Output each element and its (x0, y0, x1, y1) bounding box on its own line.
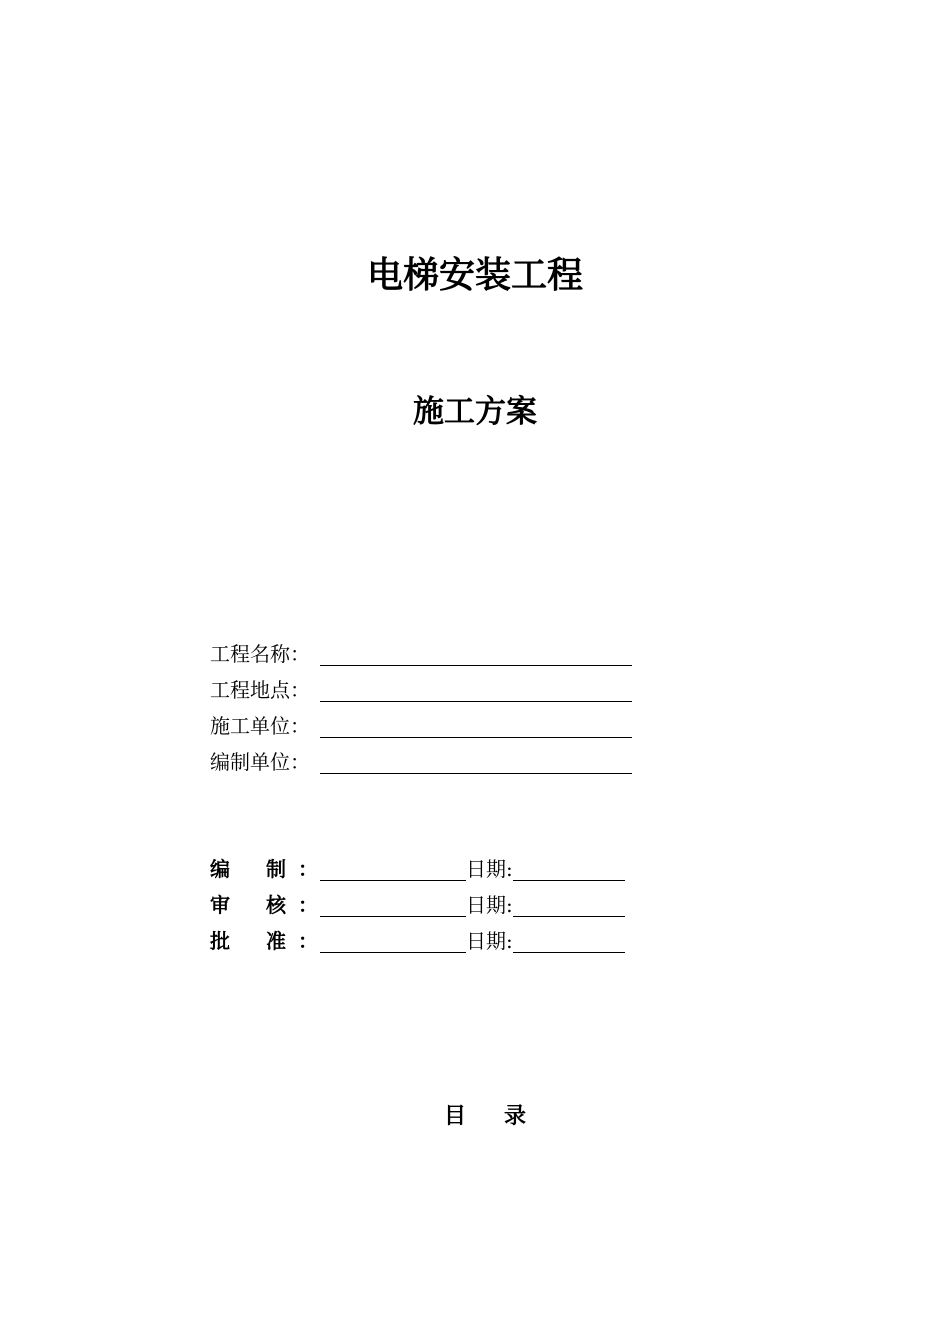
document-subtitle: 施工方案 (413, 394, 537, 430)
signoff-label-reviewed (210, 891, 320, 919)
compiling-unit-label: 编制单位： (210, 750, 310, 774)
project-info-block (210, 632, 640, 776)
signoff-label-compiled (210, 855, 320, 883)
compiling-unit-row (210, 740, 640, 776)
signoff-row-reviewed (210, 883, 640, 919)
signoff-colon: ： (298, 857, 318, 881)
signoff-date-label: 日期: (466, 929, 513, 953)
construction-unit-row (210, 704, 640, 740)
signoff-date-line (513, 952, 625, 953)
toc-char: 目 (443, 1104, 466, 1129)
signoff-name-line (320, 952, 466, 953)
signoff-char: 编 (210, 857, 230, 881)
construction-unit-label: 施工单位： (210, 714, 310, 738)
project-name-blank-line (320, 665, 632, 666)
signoff-date-label: 日期: (466, 857, 513, 881)
signoff-name-line (320, 880, 466, 881)
signoff-date-line (513, 880, 625, 881)
signoff-colon: ： (298, 929, 318, 953)
compiling-unit-blank-line (320, 773, 632, 774)
signoff-row-approved (210, 919, 640, 955)
project-name-label: 工程名称： (210, 642, 310, 666)
signoff-char: 准 (266, 929, 286, 953)
table-of-contents-heading (0, 1100, 950, 1134)
signoff-label-approved (210, 927, 320, 955)
project-location-blank-line (320, 701, 632, 702)
document-title: 电梯安装工程 (366, 255, 583, 296)
signoff-block (210, 847, 640, 955)
construction-unit-blank-line (320, 737, 632, 738)
project-name-row (210, 632, 640, 668)
signoff-char: 核 (266, 893, 286, 917)
signoff-date-line (513, 916, 625, 917)
project-location-label: 工程地点： (210, 678, 310, 702)
toc-char: 录 (504, 1104, 527, 1129)
signoff-name-line (320, 916, 466, 917)
project-location-row (210, 668, 640, 704)
signoff-date-label: 日期: (466, 893, 513, 917)
signoff-char: 批 (210, 929, 230, 953)
signoff-row-compiled (210, 847, 640, 883)
signoff-char: 审 (210, 893, 230, 917)
signoff-colon: ： (298, 893, 318, 917)
signoff-char: 制 (266, 857, 286, 881)
